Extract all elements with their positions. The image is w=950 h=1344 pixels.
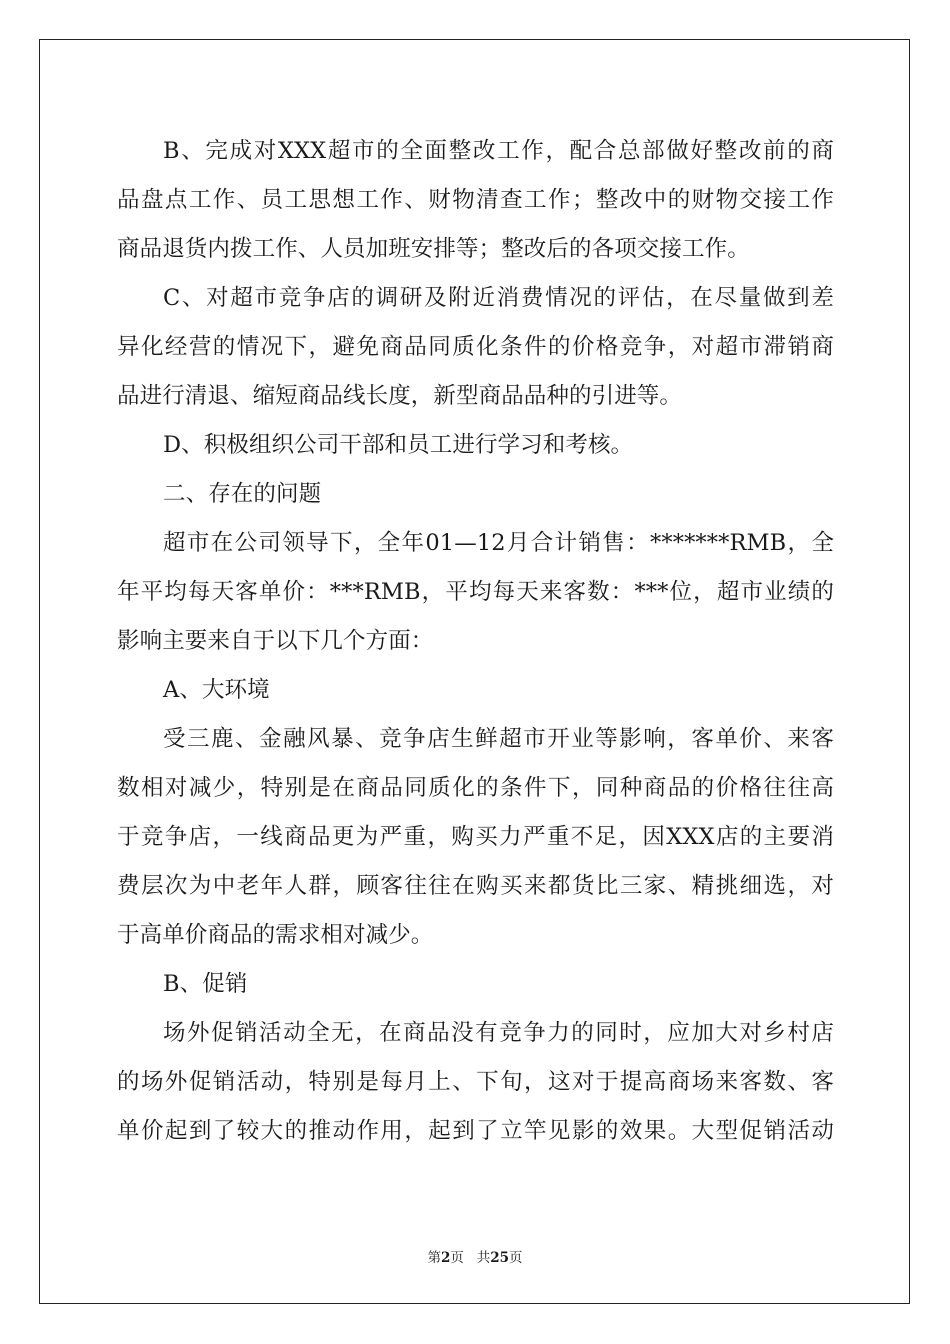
page-footer: [0, 1246, 950, 1266]
paragraph-line: 费层次为中老年人群，顾客往往在购买来都货比三家、精挑细选，对: [117, 873, 834, 899]
page-number: 2: [440, 1250, 451, 1266]
paragraph-line: D、积极组织公司干部和员工进行学习和考核。: [163, 432, 634, 458]
paragraph-line: 单价起到了较大的推动作用，起到了立竿见影的效果。大型促销活动: [117, 1118, 834, 1144]
total-suffix: 页: [509, 1250, 523, 1266]
paragraph-line: 于竞争店，一线商品更为严重，购买力严重不足，因XXX店的主要消: [117, 824, 834, 850]
paragraph-line: 品进行清退、缩短商品线长度，新型商品品种的引进等。: [117, 383, 683, 409]
document-body: [117, 127, 834, 1156]
total-prefix: 共: [476, 1250, 491, 1266]
paragraph-line: 异化经营的情况下，避免商品同质化条件的价格竞争，对超市滞销商: [117, 334, 834, 360]
paragraph-line: 受三鹿、金融风暴、竞争店生鲜超市开业等影响，客单价、来客: [163, 726, 834, 752]
paragraph-line: 商品退货内拨工作、人员加班安排等；整改后的各项交接工作。: [117, 236, 750, 262]
paragraph-line: 年平均每天客单价：***RMB，平均每天来客数：***位，超市业绩的: [117, 579, 834, 605]
paragraph-line: C、对超市竞争店的调研及附近消费情况的评估，在尽量做到差: [163, 285, 834, 311]
subsection-heading: B、促销: [163, 971, 248, 997]
section-heading: 二、存在的问题: [163, 481, 322, 507]
paragraph-line: 影响主要来自于以下几个方面：: [117, 628, 434, 654]
paragraph-line: B、完成对XXX超市的全面整改工作，配合总部做好整改前的商: [163, 138, 834, 164]
paragraph-line: 数相对减少，特别是在商品同质化的条件下，同种商品的价格往往高: [117, 775, 834, 801]
paragraph-line: 的场外促销活动，特别是每月上、下旬，这对于提高商场来客数、客: [117, 1069, 834, 1095]
paragraph-line: 于高单价商品的需求相对减少。: [117, 922, 434, 948]
page-suffix: 页: [450, 1250, 464, 1266]
page-prefix: 第: [427, 1250, 441, 1266]
paragraph-line: 品盘点工作、员工思想工作、财物清查工作；整改中的财物交接工作: [117, 187, 834, 213]
paragraph-line: 超市在公司领导下，全年01—12月合计销售：*******RMB，全: [163, 530, 834, 556]
paragraph-line: 场外促销活动全无，在商品没有竞争力的同时，应加大对乡村店: [163, 1020, 834, 1046]
total-pages: 25: [490, 1250, 510, 1266]
subsection-heading: A、大环境: [163, 677, 270, 703]
